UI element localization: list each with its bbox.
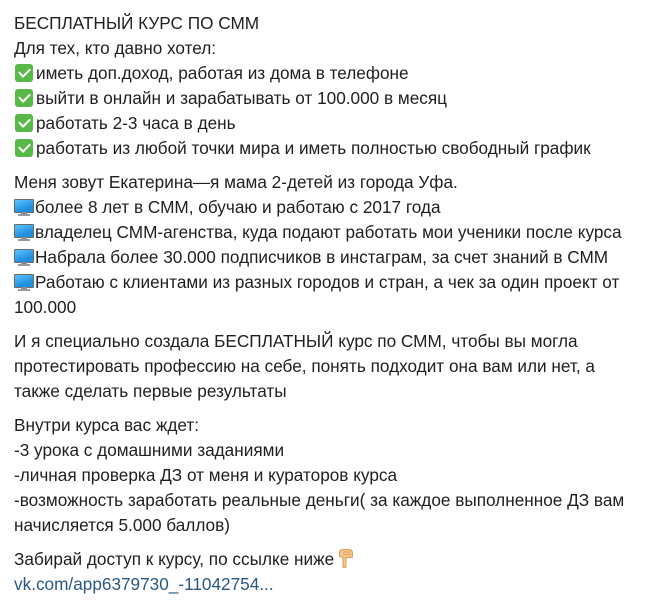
inside-item: -возможность заработать реальные деньги( за каждое выполненное ДЗ вам xyxy=(14,490,625,510)
wish-item xyxy=(14,61,664,86)
fact-text: владелец СММ-агенства, куда подают работать мои ученики после курса xyxy=(35,222,622,242)
wish-text: иметь доп.доход, работая из дома в телефоне xyxy=(36,63,409,83)
hand-pointing-down-icon xyxy=(338,548,354,575)
offer-line: также сделать первые результаты xyxy=(14,381,287,401)
offer-line: И я специально создала БЕСПЛАТНЫЙ курс по СММ, чтобы вы могла xyxy=(14,331,578,351)
desktop-computer-icon xyxy=(14,223,34,241)
course-link[interactable]: vk.com/app6379730_-11042754... xyxy=(14,574,274,594)
wish-item xyxy=(14,86,664,111)
inside-tail: начисляется 5.000 баллов) xyxy=(14,515,230,535)
fact-item xyxy=(14,220,664,245)
wish-text: работать 2-3 часа в день xyxy=(36,113,236,133)
fact-text: Работаю с клиентами из разных городов и стран, а чек за один проект от xyxy=(35,272,620,292)
offer-line: протестировать профессию на себе, понять подходит она вам или нет, а xyxy=(14,356,595,376)
inside-item: -3 урока с домашними заданиями xyxy=(14,440,285,460)
fact-tail: 100.000 xyxy=(14,297,77,317)
check-mark-icon xyxy=(15,114,33,132)
fact-item xyxy=(14,270,664,295)
link-line xyxy=(14,572,664,597)
desktop-computer-icon xyxy=(14,248,34,266)
wish-item xyxy=(14,111,664,136)
inside-title: Внутри курса вас ждет: xyxy=(14,415,199,435)
about-line: Меня зовут Екатерина—я мама 2-детей из города Уфа. xyxy=(14,172,458,192)
wish-item xyxy=(14,136,664,161)
desktop-computer-icon xyxy=(14,273,34,291)
check-mark-icon xyxy=(15,89,33,107)
fact-item xyxy=(14,195,664,220)
fact-text: более 8 лет в СММ, обучаю и работаю с 2017 года xyxy=(35,197,441,217)
inside-item: -личная проверка ДЗ от меня и кураторов курса xyxy=(14,465,398,485)
wish-text: выйти в онлайн и зарабатывать от 100.000 в месяц xyxy=(36,88,448,108)
fact-item xyxy=(14,245,664,270)
wish-text: работать из любой точки мира и иметь полностью свободный график xyxy=(36,138,591,158)
intro-line: Для тех, кто давно хотел: xyxy=(14,38,217,58)
cta-line xyxy=(14,547,664,572)
check-mark-icon xyxy=(15,64,33,82)
post-title: БЕСПЛАТНЫЙ КУРС ПО СММ xyxy=(14,13,260,33)
check-mark-icon xyxy=(15,139,33,157)
cta-text: Забирай доступ к курсу, по ссылке ниже xyxy=(14,549,335,569)
desktop-computer-icon xyxy=(14,198,34,216)
fact-text: Набрала более 30.000 подписчиков в инстаграм, за счет знаний в СММ xyxy=(35,247,609,267)
